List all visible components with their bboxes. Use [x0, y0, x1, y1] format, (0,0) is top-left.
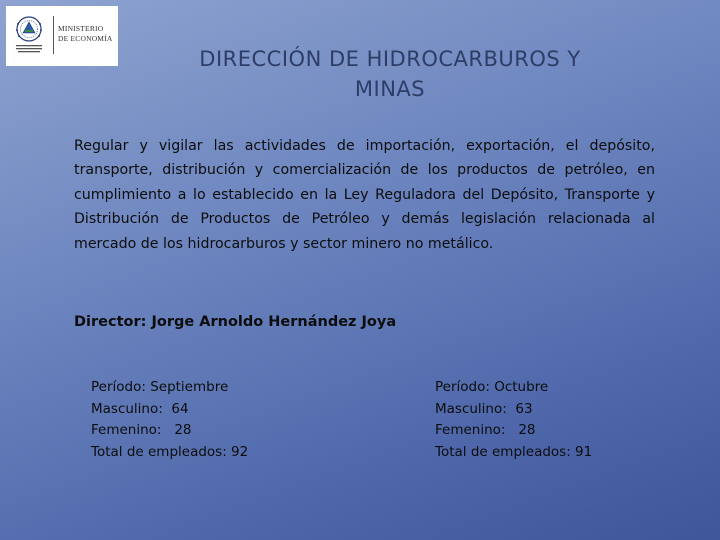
period-label: Período: Octubre	[435, 379, 549, 395]
ministry-logo	[6, 6, 118, 66]
female-count: Femenino: 28	[435, 422, 536, 438]
period-block-september	[91, 377, 248, 463]
logo-line-1: MINISTERIO	[58, 24, 104, 33]
description-paragraph: Regular y vigilar las actividades de importación, exportación, el depósito, transporte, distribución y comercialización de los productos de petróleo, en cumplimiento a lo establecido en la Ley Reguladora del Depósito, Transporte y Distribución de Productos de Petróleo y demás legislación relacionada al mercado de los hidrocarburos y sector minero no metálico.	[74, 138, 655, 252]
logo-divider	[53, 16, 54, 54]
director-name: Director: Jorge Arnoldo Hernández Joya	[74, 314, 397, 330]
title-line-2: MINAS	[354, 77, 426, 101]
logo-line-2: DE ECONOMÍA	[58, 34, 113, 43]
male-count: Masculino: 63	[435, 400, 533, 417]
period-label: Período: Septiembre	[91, 379, 229, 395]
female-count: Femenino: 28	[91, 422, 192, 438]
total-employees: Total de empleados: 91	[435, 443, 593, 460]
total-employees: Total de empleados: 92	[91, 443, 249, 460]
coat-of-arms-icon	[12, 14, 46, 60]
male-count: Masculino: 64	[91, 400, 189, 417]
page-title	[140, 44, 640, 104]
period-block-october	[435, 377, 592, 463]
title-line-1: DIRECCIÓN DE HIDROCARBUROS Y	[199, 47, 581, 71]
logo-text	[58, 24, 113, 44]
